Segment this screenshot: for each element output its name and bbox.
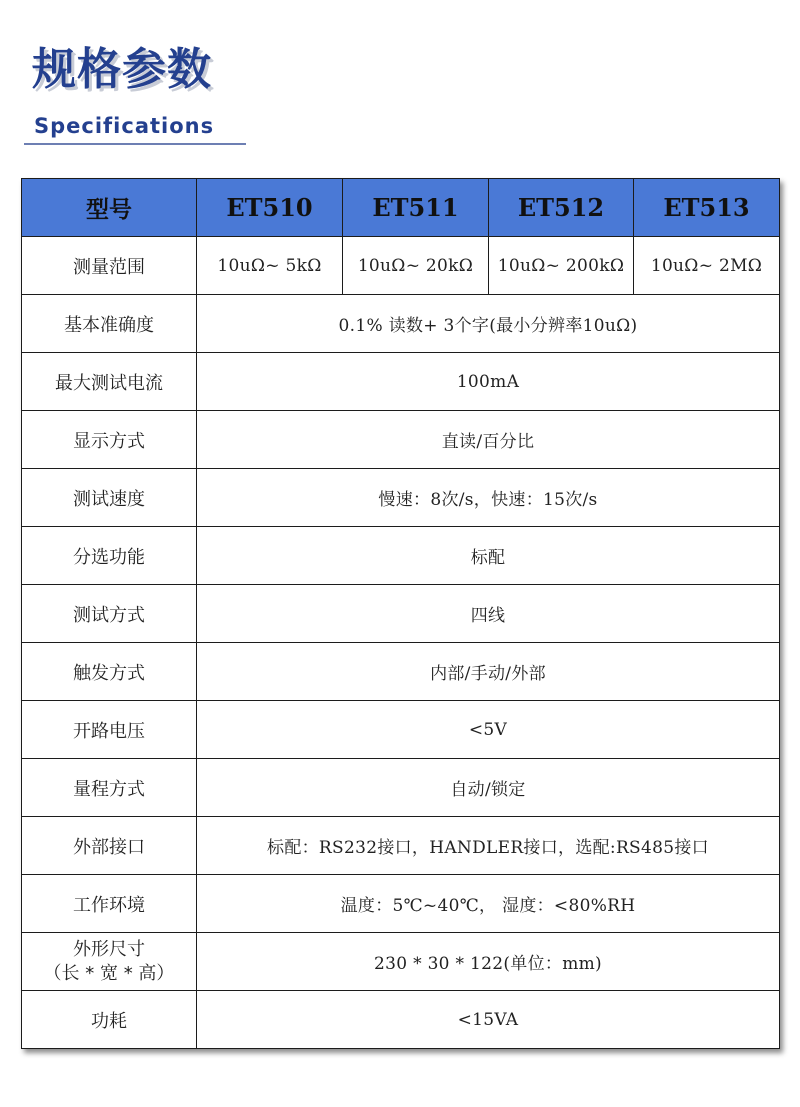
table-row bbox=[22, 295, 780, 353]
row-label: 显示方式 bbox=[22, 411, 197, 469]
page-title: 规格参数 bbox=[32, 44, 212, 95]
range-cell-et510: 10uΩ~ 5kΩ bbox=[197, 237, 343, 295]
table-row bbox=[22, 411, 780, 469]
row-label: 分选功能 bbox=[22, 527, 197, 585]
table-row bbox=[22, 817, 780, 875]
table-row bbox=[22, 469, 780, 527]
row-value: 直读/百分比 bbox=[197, 411, 780, 469]
row-value: 温度：5℃~40℃， 湿度：<80%RH bbox=[197, 875, 780, 933]
model-cell-et511: ET511 bbox=[343, 179, 489, 237]
table-row bbox=[22, 701, 780, 759]
row-label: 测试速度 bbox=[22, 469, 197, 527]
row-value: 慢速：8次/s，快速：15次/s bbox=[197, 469, 780, 527]
table-row bbox=[22, 527, 780, 585]
table-row bbox=[22, 933, 780, 991]
range-label-cell: 测量范围 bbox=[22, 237, 197, 295]
dimension-label-line1: 外形尺寸 bbox=[73, 938, 145, 960]
row-value: 标配 bbox=[197, 527, 780, 585]
row-value: 0.1% 读数+ 3个字(最小分辨率10uΩ) bbox=[197, 295, 780, 353]
row-value: <5V bbox=[197, 701, 780, 759]
row-label: 基本准确度 bbox=[22, 295, 197, 353]
row-label: 开路电压 bbox=[22, 701, 197, 759]
row-value: 四线 bbox=[197, 585, 780, 643]
dimension-label-line2: （长 * 宽 * 高） bbox=[43, 962, 175, 984]
table-row bbox=[22, 643, 780, 701]
table-row bbox=[22, 875, 780, 933]
range-cell-et511: 10uΩ~ 20kΩ bbox=[343, 237, 489, 295]
row-label: 测试方式 bbox=[22, 585, 197, 643]
power-label-cell: 功耗 bbox=[22, 991, 197, 1049]
row-label: 最大测试电流 bbox=[22, 353, 197, 411]
row-value: 100mA bbox=[197, 353, 780, 411]
table-row bbox=[22, 759, 780, 817]
power-value-cell: <15VA bbox=[197, 991, 780, 1049]
row-value: 自动/锁定 bbox=[197, 759, 780, 817]
title-underline bbox=[24, 143, 246, 145]
dimension-value-cell: 230 * 30 * 122(单位：mm) bbox=[197, 933, 780, 991]
model-label-cell: 型号 bbox=[22, 179, 197, 237]
table-row bbox=[22, 585, 780, 643]
table-row bbox=[22, 353, 780, 411]
spec-table bbox=[21, 178, 780, 1049]
row-label: 量程方式 bbox=[22, 759, 197, 817]
range-cell-et513: 10uΩ~ 2MΩ bbox=[634, 237, 780, 295]
table-row bbox=[22, 991, 780, 1049]
row-label: 触发方式 bbox=[22, 643, 197, 701]
row-label: 工作环境 bbox=[22, 875, 197, 933]
model-cell-et510: ET510 bbox=[197, 179, 343, 237]
table-row bbox=[22, 237, 780, 295]
row-label: 外部接口 bbox=[22, 817, 197, 875]
row-value: 标配：RS232接口，HANDLER接口，选配:RS485接口 bbox=[197, 817, 780, 875]
dimension-label-cell bbox=[22, 933, 197, 991]
model-cell-et513: ET513 bbox=[634, 179, 780, 237]
range-cell-et512: 10uΩ~ 200kΩ bbox=[489, 237, 634, 295]
page-subtitle: Specifications bbox=[34, 114, 215, 138]
table-header-row bbox=[22, 179, 780, 237]
row-value: 内部/手动/外部 bbox=[197, 643, 780, 701]
model-cell-et512: ET512 bbox=[489, 179, 634, 237]
